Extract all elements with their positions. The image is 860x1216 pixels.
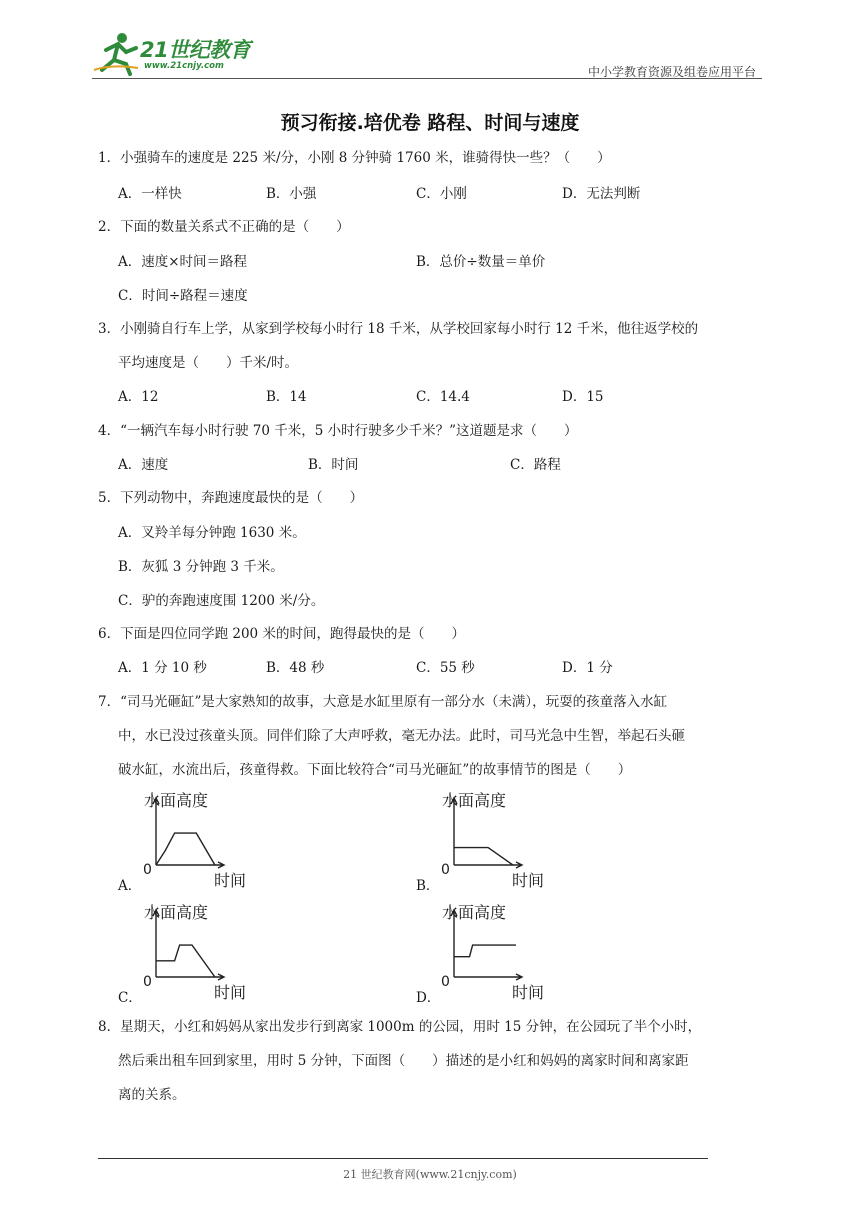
graph-plot [416, 788, 566, 898]
question-3-text-line-2: 平均速度是（ ）千米/时。 [118, 355, 299, 371]
question-7-text-line-1: 7．“司马光砸缸”是大家熟知的故事，大意是水缸里原有一部分水（未满），玩耍的孩童落入水缸 [98, 694, 668, 710]
question-7-graph-a [118, 788, 268, 898]
graph-y-axis [451, 798, 457, 865]
graph-origin-label: 0 [143, 862, 152, 878]
question-8-text-line-2: 然后乘出租车回到家里，用时 5 分钟，下面图（ ）描述的是小红和妈妈的离家时间和离家距 [118, 1053, 689, 1069]
graph-origin-label: 0 [143, 974, 152, 990]
graph-x-axis-label: 时间 [214, 871, 247, 890]
question-1-option-d: D．无法判断 [562, 186, 641, 202]
graph-y-axis-label: 水面高度 [442, 903, 507, 922]
graph-origin-label: 0 [441, 862, 450, 878]
question-4-option-a: A．速度 [118, 457, 169, 473]
question-6-option-b: B．48 秒 [266, 660, 325, 676]
question-8-text-line-1: 8．星期天，小红和妈妈从家出发步行到离家 1000m 的公园，用时 15 分钟，在公园玩了半个小时， [98, 1019, 702, 1035]
graph-option-letter: D． [416, 990, 441, 1006]
graph-water-level-line [156, 945, 215, 977]
question-3-option-c: C．14.4 [416, 389, 470, 405]
graph-water-level-line [454, 945, 516, 957]
graph-y-axis [451, 910, 457, 977]
site-logo [92, 30, 262, 76]
question-2-option-c: C．时间÷路程＝速度 [118, 288, 248, 304]
question-1-text: 1．小强骑车的速度是 225 米/分，小刚 8 分钟骑 1760 米，谁骑得快一些？（ ） [98, 150, 611, 166]
logo-text: 21世纪教育 [140, 38, 251, 62]
question-5-option-b: B．灰狐 3 分钟跑 3 千米。 [118, 559, 284, 575]
header-platform-text: 中小学教育资源及组卷应用平台 [587, 65, 756, 79]
graph-origin-label: 0 [441, 974, 450, 990]
graph-y-axis [153, 798, 159, 865]
graph-option-letter: A． [118, 878, 142, 894]
graph-x-axis-label: 时间 [512, 983, 545, 1002]
question-4-option-b: B．时间 [308, 457, 359, 473]
graph-y-axis [153, 910, 159, 977]
page-title: 预习衔接.培优卷 路程、时间与速度 [280, 112, 580, 134]
question-6-option-a: A．1 分 10 秒 [118, 660, 207, 676]
question-2-option-b: B．总价÷数量＝单价 [416, 254, 546, 270]
graph-water-level-line [156, 833, 215, 865]
graph-x-axis-label: 时间 [512, 871, 545, 890]
question-1-option-a: A．一样快 [118, 186, 182, 202]
question-5-text: 5．下列动物中，奔跑速度最快的是（ ） [98, 490, 364, 506]
question-3-option-d: D．15 [562, 389, 604, 405]
header-divider [92, 78, 762, 79]
question-7-graph-b [416, 788, 566, 898]
question-4-option-c: C．路程 [510, 457, 561, 473]
question-4-text: 4．“一辆汽车每小时行驶 70 千米，5 小时行驶多少千米？”这道题是求（ ） [98, 423, 578, 439]
question-7-text-line-2: 中，水已没过孩童头顶。同伴们除了大声呼救，毫无办法。此时，司马光急中生智，举起石头砸 [118, 728, 685, 744]
question-3-option-a: A．12 [118, 389, 159, 405]
graph-option-letter: C． [118, 990, 142, 1006]
question-5-option-c: C．驴的奔跑速度围 1200 米/分。 [118, 593, 325, 609]
question-2-text: 2．下面的数量关系式不正确的是（ ） [98, 219, 350, 235]
graph-y-axis-label: 水面高度 [442, 791, 507, 810]
graph-plot [118, 788, 268, 898]
runner-logo-icon [92, 30, 142, 76]
logo-url: www.21cnjy.com [144, 61, 224, 71]
question-7-text-line-3: 破水缸，水流出后，孩童得救。下面比较符合“司马光砸缸”的故事情节的图是（ ） [118, 762, 632, 778]
question-8-text-line-3: 离的关系。 [118, 1087, 186, 1103]
graph-x-axis-label: 时间 [214, 983, 247, 1002]
page-footer: 21 世纪教育网(www.21cnjy.com) [343, 1168, 517, 1181]
question-6-option-c: C．55 秒 [416, 660, 475, 676]
graph-x-axis [454, 974, 522, 980]
question-6-option-d: D．1 分 [562, 660, 613, 676]
graph-plot [118, 900, 268, 1010]
footer-divider [98, 1158, 708, 1159]
question-1-option-c: C．小刚 [416, 186, 467, 202]
graph-option-letter: B． [416, 878, 440, 894]
graph-y-axis-label: 水面高度 [144, 791, 209, 810]
graph-water-level-line [454, 848, 513, 865]
question-3-text-line-1: 3．小刚骑自行车上学，从家到学校每小时行 18 千米，从学校回家每小时行 12 千米，他往返学校的 [98, 321, 699, 337]
question-1-option-b: B．小强 [266, 186, 317, 202]
question-7-graph-c [118, 900, 268, 1010]
question-2-option-a: A．速度×时间＝路程 [118, 254, 248, 270]
question-3-option-b: B．14 [266, 389, 307, 405]
question-7-graph-d [416, 900, 566, 1010]
page-header [92, 30, 762, 80]
graph-y-axis-label: 水面高度 [144, 903, 209, 922]
question-6-text: 6．下面是四位同学跑 200 米的时间，跑得最快的是（ ） [98, 626, 465, 642]
graph-plot [416, 900, 566, 1010]
question-5-option-a: A．叉羚羊每分钟跑 1630 米。 [118, 525, 306, 541]
